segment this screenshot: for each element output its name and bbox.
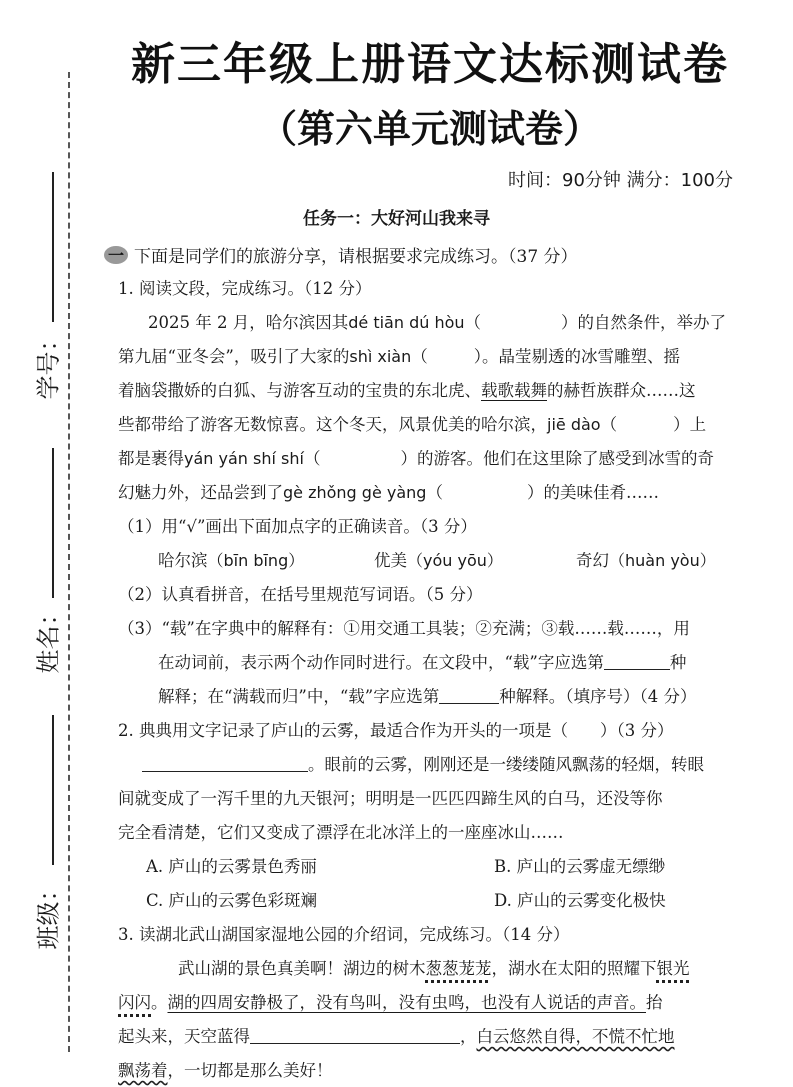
section-heading (104, 242, 578, 267)
answer-blank[interactable] (568, 720, 600, 738)
q2-passage: 。眼前的云雾，刚刚还是一缕缕随风飘荡的轻烟，转眼 (142, 748, 704, 781)
q3-passage: 飘荡着，一切都是那么美好！ (118, 1061, 333, 1080)
q2-passage: 间就变成了一泻千里的九天银河；明明是一匹匹四蹄生风的白马，还没等你 (118, 789, 663, 808)
q1-line: 都是裹得yán yán shí shí（ ）的游客。他们在这里除了感受到冰雪的奇 (118, 449, 714, 468)
answer-blank[interactable] (439, 685, 499, 704)
answer-blank[interactable] (142, 753, 308, 772)
q3-passage: 起头来，天空蓝得 ，白云悠然自得，不慌不忙地 (118, 1027, 675, 1046)
answer-blank[interactable] (250, 1025, 460, 1044)
answer-blank[interactable] (604, 651, 670, 670)
q1-sub3: （3）“载”在字典中的解释有：①用交通工具装；②充满；③载……载……，用 (118, 619, 690, 638)
q2-option-d[interactable]: D. 庐山的云雾变化极快 (494, 891, 666, 910)
student-id-blank[interactable] (52, 172, 54, 322)
answer-blank[interactable] (617, 414, 673, 432)
answer-blank[interactable] (320, 448, 400, 466)
section-text: 下面是同学们的旅游分享，请根据要求完成练习。（37 分） (134, 247, 578, 267)
answer-blank[interactable] (443, 482, 527, 500)
answer-blank[interactable] (481, 312, 561, 330)
q1-line: 第九届“亚冬会”，吸引了大家的shì xiàn（ ）。晶莹剔透的冰雪雕塑、摇 (118, 347, 680, 366)
task-heading: 任务一：大好河山我来寻 (303, 209, 490, 229)
class-label: 班级： (34, 877, 63, 950)
q1-line: 着脑袋撒娇的白狐、与游客互动的宝贵的东北虎、载歌载舞的赫哲族群众……这 (118, 381, 696, 400)
section-badge: 一 (104, 246, 128, 264)
reading-choice[interactable]: 哈尔滨（bīn bīng） (158, 551, 305, 570)
page-subtitle: （第六单元测试卷） (258, 107, 601, 151)
q1-sub3: 在动词前，表示两个动作同时进行。在文段中，“载”字应选第 种 (158, 653, 687, 672)
name-label: 姓名： (34, 601, 63, 674)
exam-meta: 时间：90分钟 满分：100分 (508, 170, 733, 191)
q1-line: 些都带给了游客无数惊喜。这个冬天，风景优美的哈尔滨，jiē dào（ ）上 (118, 415, 707, 434)
q1-line: 幻魅力外，还品尝到了gè zhǒng gè yàng（ ）的美味佳肴…… (118, 483, 659, 502)
q1-line: 2025 年 2 月，哈尔滨因其dé tiān dú hòu（ ）的自然条件，举办了 (148, 313, 727, 332)
q2-option-c[interactable]: C. 庐山的云雾色彩斑斓 (146, 891, 318, 910)
q1-sub3: 解释；在“满载而归”中，“载”字应选第 种解释。（填序号）（4 分） (158, 687, 697, 706)
q1-sub1: （1）用“√”画出下面加点字的正确读音。（3 分） (118, 517, 477, 536)
q1-sub2: （2）认真看拼音，在括号里规范写词语。（5 分） (118, 585, 483, 604)
q2-title: 2. 典典用文字记录了庐山的云雾，最适合作为开头的一项是（ ）（3 分） (118, 721, 674, 740)
q2-option-a[interactable]: A. 庐山的云雾景色秀丽 (146, 857, 317, 876)
q3-title: 3. 读湖北武山湖国家湿地公园的介绍词，完成练习。（14 分） (118, 925, 570, 944)
student-id-label: 学号： (34, 327, 63, 400)
reading-choice[interactable]: 优美（yóu yōu） (374, 551, 503, 570)
name-blank[interactable] (52, 448, 54, 598)
page-title: 新三年级上册语文达标测试卷 (131, 39, 729, 90)
q3-passage: 武山湖的景色真美啊！湖边的树木葱葱茏茏，湖水在太阳的照耀下银光 (178, 959, 690, 978)
q3-passage: 闪闪。湖的四周安静极了，没有鸟叫，没有虫鸣，也没有人说话的声音。抬 (118, 993, 663, 1012)
q2-option-b[interactable]: B. 庐山的云雾虚无缥缈 (494, 857, 666, 876)
answer-blank[interactable] (428, 346, 474, 364)
class-blank[interactable] (52, 715, 54, 865)
q2-passage: 完全看清楚，它们又变成了漂浮在北冰洋上的一座座冰山…… (118, 823, 564, 842)
binding-margin (0, 0, 82, 1072)
q1-title: 1. 阅读文段，完成练习。（12 分） (118, 279, 372, 298)
reading-choice[interactable]: 奇幻（huàn yòu） (576, 551, 716, 570)
